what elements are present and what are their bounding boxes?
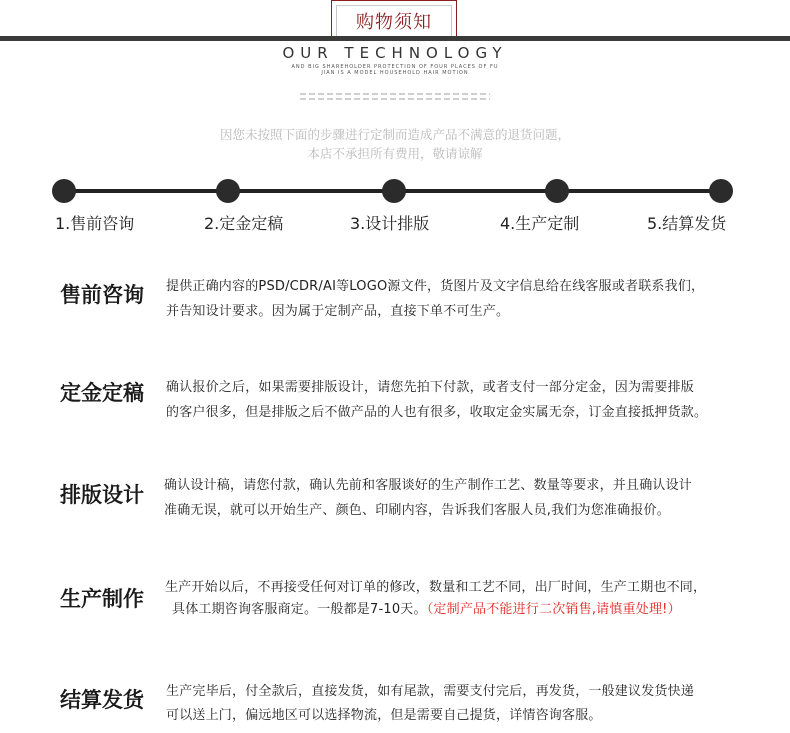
- section-title-deposit: 定金定稿: [60, 381, 144, 405]
- step-dot-2: [216, 179, 240, 203]
- section-title-presale: 售前咨询: [60, 283, 144, 307]
- step-dot-5: [709, 179, 733, 203]
- section-text-line: 并告知设计要求。因为属于定制产品，直接下单不可生产。: [166, 304, 510, 319]
- section-text-line: 生产开始以后，不再接受任何对订单的修改，数量和工艺不同，出厂时间，生产工期也不同，: [165, 580, 707, 595]
- step-dot-1: [52, 179, 76, 203]
- header-divider: [0, 36, 790, 41]
- step-label-1: 1.售前咨询: [55, 214, 135, 233]
- section-text-line: 可以送上门，偏远地区可以选择物流，但是需要自己提货，详情咨询客服。: [166, 708, 602, 723]
- notice-line1: 因您未按照下面的步骤进行定制而造成产品不满意的退货问题，: [219, 127, 570, 142]
- header-tab: [331, 0, 457, 36]
- section-text-line: 确认报价之后，如果需要排版设计，请您先拍下付款，或者支付一部分定金，因为需要排版: [166, 380, 695, 395]
- section-title-checkout: 结算发货: [60, 688, 144, 712]
- section-title-layout: 排版设计: [60, 483, 144, 507]
- section-title-production: 生产制作: [60, 587, 144, 611]
- section-text-line: 生产完毕后，付全款后，直接发货，如有尾款，需要支付完后，再发货，一般建议发货快递: [166, 684, 695, 699]
- decorative-faint-lines: [300, 93, 490, 105]
- section-text-line: 的客户很多，但是排版之后不做产品的人也有很多，收取定金实属无奈，订金直接抵押货款。: [166, 405, 708, 420]
- warning-text: （定制产品不能进行二次销售,请慎重处理!）: [426, 602, 681, 617]
- section-text-line: [172, 598, 681, 617]
- section-text-line: 准确无误，就可以开始生产、颜色、印刷内容，告诉我们客服人员,我们为您准确报价。: [164, 503, 670, 518]
- page-title: 购物须知: [336, 5, 452, 36]
- tech-title: OUR TECHNOLOGY: [282, 44, 508, 62]
- tech-subtitle-line2: JIAN IS A MODEL HOUSEHOLD HAIR MOTION: [321, 70, 469, 76]
- step-label-5: 5.结算发货: [647, 214, 727, 233]
- notice-line2: 本店不承担所有费用，敬请谅解: [307, 146, 483, 161]
- section-text-normal: 具体工期咨询客服商定。一般都是7-10天。: [172, 602, 427, 617]
- step-label-3: 3.设计排版: [350, 214, 430, 233]
- step-dot-3: [382, 179, 406, 203]
- tech-subtitle-line1: AND BIG SHAREHOLDER PROTECTION OF FOUR PLACES OF FU: [291, 64, 499, 70]
- step-label-4: 4.生产定制: [500, 214, 580, 233]
- section-text-line: 提供正确内容的PSD/CDR/AI等LOGO源文件，货图片及文字信息给在线客服或者联系我们，: [166, 279, 705, 294]
- step-label-2: 2.定金定稿: [204, 214, 284, 233]
- section-text-line: 确认设计稿，请您付款，确认先前和客服谈好的生产制作工艺、数量等要求，并且确认设计: [164, 478, 693, 493]
- step-dot-4: [545, 179, 569, 203]
